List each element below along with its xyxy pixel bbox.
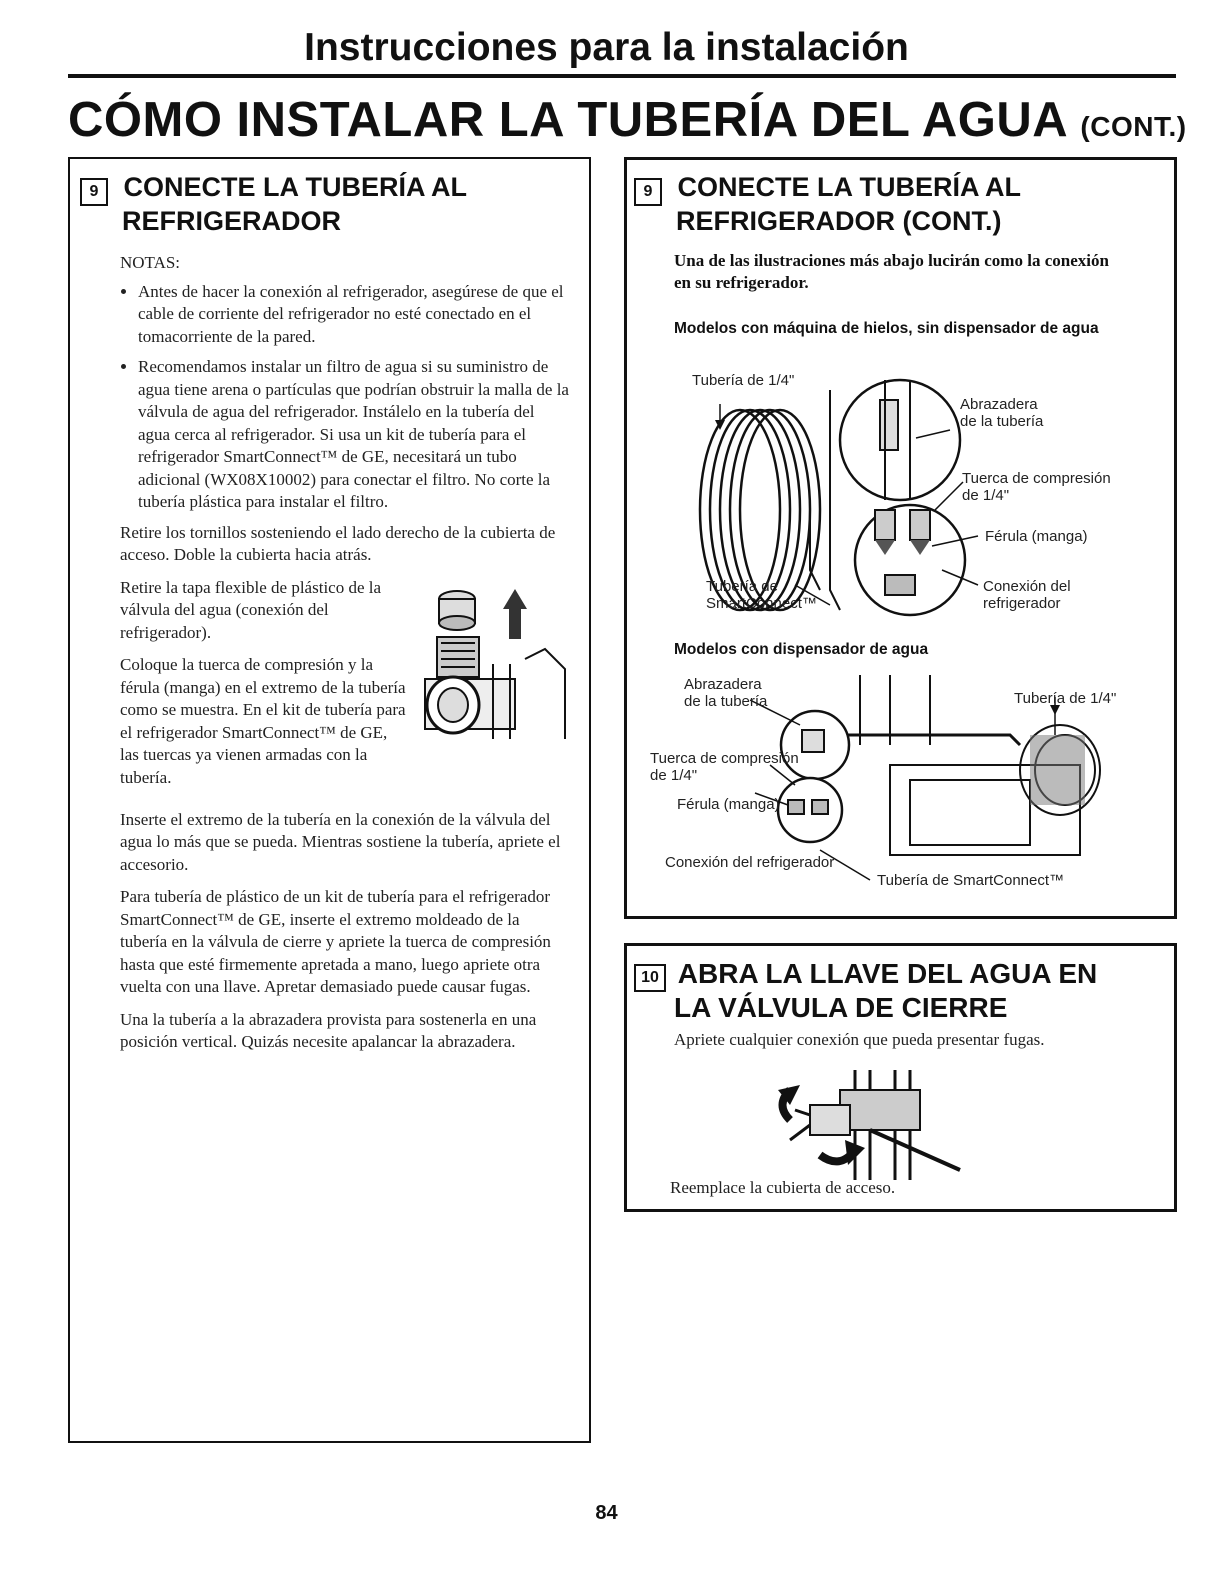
paragraph-remove-cap: Retire la tapa flexible de plástico de la válvula del agua (conexión del refrigerador). [120, 577, 382, 642]
label-clamp-1-line2: de la tubería [960, 413, 1044, 430]
label-clamp-2-line2: de la tubería [684, 693, 768, 710]
step10-title-line1: ABRA LA LLAVE DEL AGUA EN [677, 958, 1098, 989]
label-nut-1 [962, 470, 1111, 504]
page-number: 84 [595, 1502, 618, 1524]
label-smart-tube-1-line2: SmartConnect™ [706, 595, 817, 612]
label-clamp-2 [684, 676, 767, 710]
subheading-dispenser: Modelos con dispensador de agua [674, 641, 929, 658]
valve-cap-illustration [415, 579, 575, 749]
step-number-badge: 9 [80, 178, 108, 206]
paragraph-place-nut: Coloque la tuerca de compresión y la férula (manga) en el extremo de la tubería como se muestra. En el kit de tubería para el refrigerador SmartConnect™ de GE, las tuercas ya vienen armadas con la tubería. [120, 655, 406, 787]
label-nut-1-line1: Tuerca de compresión [962, 470, 1111, 487]
step9-left-title [80, 172, 580, 236]
label-tube-quarter-2: Tubería de 1/4" [1014, 690, 1117, 707]
step9-left-title-line2: REFRIGERADOR [122, 206, 342, 236]
main-title [68, 92, 1187, 148]
label-clamp-1 [960, 396, 1043, 430]
label-smart-tube-1-line1: Tubería de [706, 578, 778, 595]
step9-left-title-line1: CONECTE LA TUBERÍA AL [123, 172, 468, 202]
step-number-badge: 9 [634, 178, 662, 206]
label-smart-tube-2: Tubería de SmartConnect™ [877, 872, 1065, 889]
notes-label: NOTAS: [120, 253, 181, 272]
step10-title-line2: LA VÁLVULA DE CIERRE [674, 992, 1008, 1023]
label-smart-tube-1 [706, 578, 817, 612]
label-nut-2-line2: de 1/4" [650, 767, 698, 784]
label-fridge-connection-1 [983, 578, 1071, 612]
step10-content [634, 958, 1164, 1052]
step9-right-title [634, 172, 1164, 236]
step9-right-title-line2: REFRIGERADOR (CONT.) [676, 206, 1002, 236]
label-nut-2 [650, 750, 799, 784]
main-title-text: CÓMO INSTALAR LA TUBERÍA DEL AGUA [68, 93, 1067, 147]
step9-right-content [634, 172, 1164, 338]
replace-cover-text: Reemplace la cubierta de acceso. [670, 1178, 896, 1197]
label-clamp-1-line1: Abrazadera [960, 396, 1038, 413]
step-number-badge: 10 [634, 964, 666, 992]
main-title-suffix: (CONT.) [1080, 111, 1187, 142]
label-nut-2-line1: Tuerca de compresión [650, 750, 799, 767]
paragraph-attach-clamp: Una la tubería a la abrazadera provista para sostenerla en una posición vertical. Quizás necesite apalancar la abrazadera. [120, 1009, 537, 1051]
header-rule [68, 74, 1176, 78]
label-fridge-connection-1-line1: Conexión del [983, 578, 1071, 595]
label-nut-1-line2: de 1/4" [962, 487, 1010, 504]
note-item: • Recomendamos instalar un filtro de agua si su suministro de agua tiene arena o partículas que podrían obstruir la malla de la válvula de agua del refrigerador. Instálelo en la tubería del agua cerca al refrigerador. Si usa un kit de tubería para el refrigerador SmartConnect™ de GE, necesitará un tubo adicional (WX08X10002) para conectar el filtro. No corte la tubería plástica para instalar el filtro. [138, 356, 570, 514]
step9-right-intro: Una de las ilustraciones más abajo lucirán como la conexión en su refrigerador. [674, 251, 1109, 292]
label-tube-quarter-1: Tubería de 1/4" [692, 372, 795, 389]
shutoff-valve-illustration [770, 1070, 970, 1180]
note-item: • Antes de hacer la conexión al refrigerador, asegúrese de que el cable de corriente del refrigerador no esté conectado en el tomacorriente de la pared. [138, 281, 570, 349]
step9-right-title-line1: CONECTE LA TUBERÍA AL [677, 172, 1022, 202]
step9-left-content [80, 172, 580, 1054]
step10-text: Apriete cualquier conexión que pueda presentar fugas. [674, 1030, 1045, 1049]
label-ferrule-2: Férula (manga) [677, 796, 780, 813]
subheading-ice-maker: Modelos con máquina de hielos, sin dispensador de agua [674, 320, 1099, 337]
paragraph-remove-screws: Retire los tornillos sosteniendo el lado derecho de la cubierta de acceso. Doble la cubierta hacia atrás. [120, 522, 556, 564]
paragraph-insert-tube: Inserte el extremo de la tubería en la conexión de la válvula del agua lo más que se pueda. Mientras sostiene la tubería, apriete el accesorio. [120, 809, 561, 874]
step10-title [634, 958, 1164, 1023]
paragraph-plastic-tube: Para tubería de plástico de un kit de tubería para el refrigerador SmartConnect™ de GE, inserte el extremo moldeado de la tubería en la válvula de cierre y apriete la tuerca de compresión hasta que esté firmemente apretada a mano, luego apriete otra vuelta con una llave. Apretar demasiado puede causar fugas. [120, 887, 551, 996]
label-ferrule-1: Férula (manga) [985, 528, 1088, 545]
label-clamp-2-line1: Abrazadera [684, 676, 762, 693]
label-fridge-connection-2: Conexión del refrigerador [665, 854, 835, 871]
label-fridge-connection-1-line2: refrigerador [983, 595, 1061, 612]
page-header-title: Instrucciones para la instalación [304, 26, 909, 69]
